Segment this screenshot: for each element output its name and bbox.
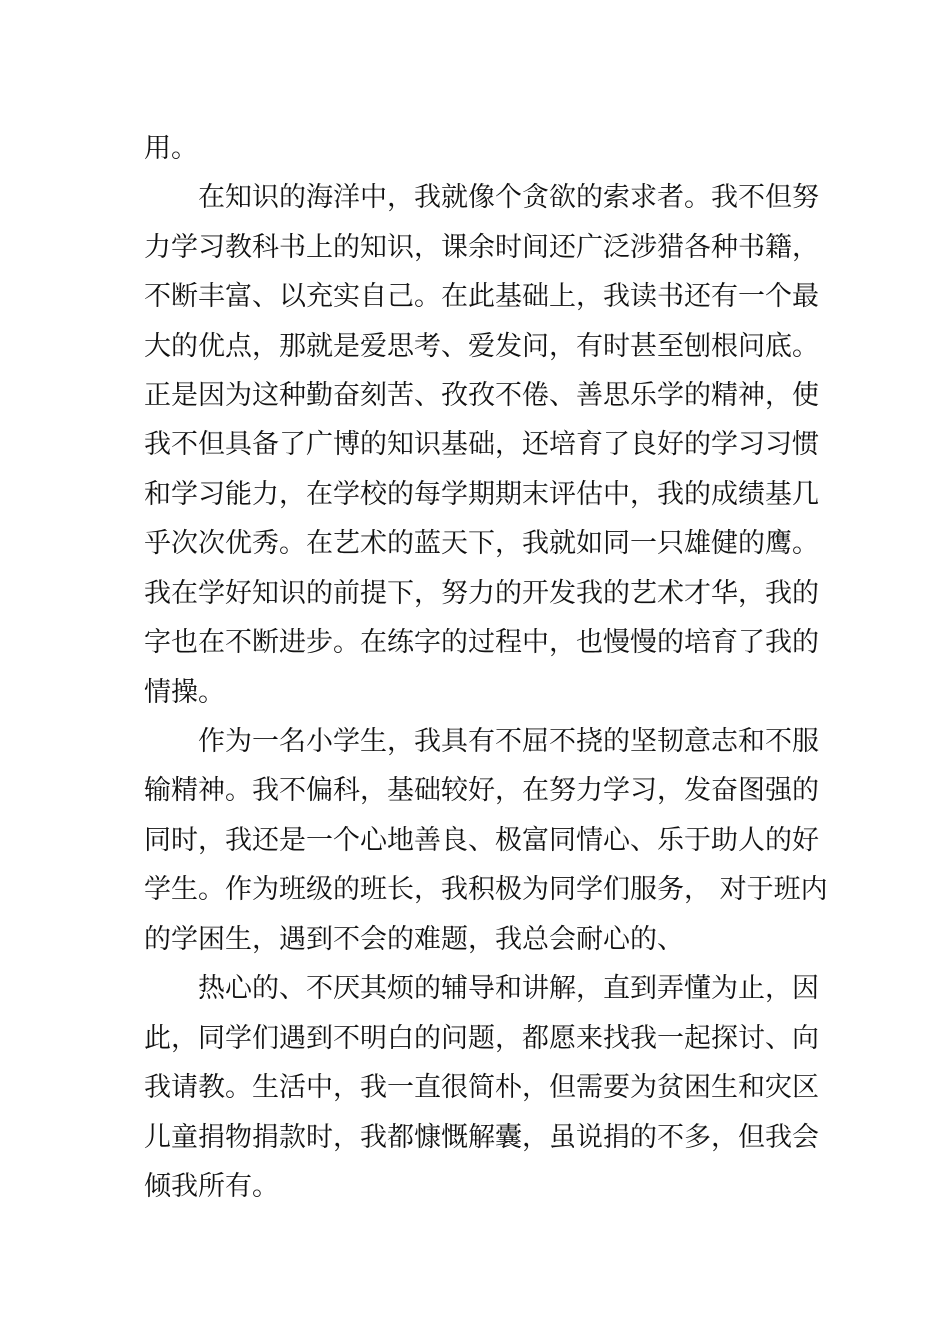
text-line: 的学困生，遇到不会的难题，我总会耐心的、 <box>144 924 684 955</box>
text-line: 倾我所有。 <box>144 1171 279 1202</box>
text-line: 不断丰富、以充实自己。在此基础上，我读书还有一个最 <box>144 281 819 312</box>
text-line: 我不但具备了广博的知识基础，还培育了良好的学习习惯 <box>144 429 819 460</box>
text-line: 乎次次优秀。在艺术的蓝天下，我就如同一只雄健的鹰。 <box>144 528 819 559</box>
text-line: 此，同学们遇到不明白的问题，都愿来找我一起探讨、向 <box>144 1023 819 1054</box>
paragraph-first-line: 作为一名小学生，我具有不屈不挠的坚韧意志和不服 <box>198 726 819 757</box>
text-line: 我在学好知识的前提下，努力的开发我的艺术才华，我的 <box>144 578 819 609</box>
text-line: 大的优点，那就是爱思考、爱发问，有时甚至刨根问底。 <box>144 331 819 362</box>
paragraph-first-line: 在知识的海洋中，我就像个贪欲的索求者。我不但努 <box>198 182 819 213</box>
text-line: 同时，我还是一个心地善良、极富同情心、乐于助人的好 <box>144 825 819 856</box>
text-line: 情操。 <box>144 677 225 708</box>
text-line: 力学习教科书上的知识，课余时间还广泛涉猎各种书籍， <box>144 232 819 263</box>
text-line: 用。 <box>144 133 198 164</box>
text-line: 输精神。我不偏科，基础较好，在努力学习，发奋图强的 <box>144 775 819 806</box>
text-line: 儿童捐物捐款时，我都慷慨解囊，虽说捐的不多，但我会 <box>144 1122 819 1153</box>
text-line: 我请教。生活中，我一直很简朴，但需要为贫困生和灾区 <box>144 1072 819 1103</box>
text-line: 正是因为这种勤奋刻苦、孜孜不倦、善思乐学的精神，使 <box>144 380 819 411</box>
text-line: 字也在不断进步。在练字的过程中，也慢慢的培育了我的 <box>144 627 819 658</box>
paragraph-first-line: 热心的、不厌其烦的辅导和讲解，直到弄懂为止，因 <box>198 973 819 1004</box>
text-line: 和学习能力，在学校的每学期期末评估中，我的成绩基几 <box>144 479 819 510</box>
text-line: 学生。作为班级的班长，我积极为同学们服务， 对于班内 <box>144 874 828 905</box>
